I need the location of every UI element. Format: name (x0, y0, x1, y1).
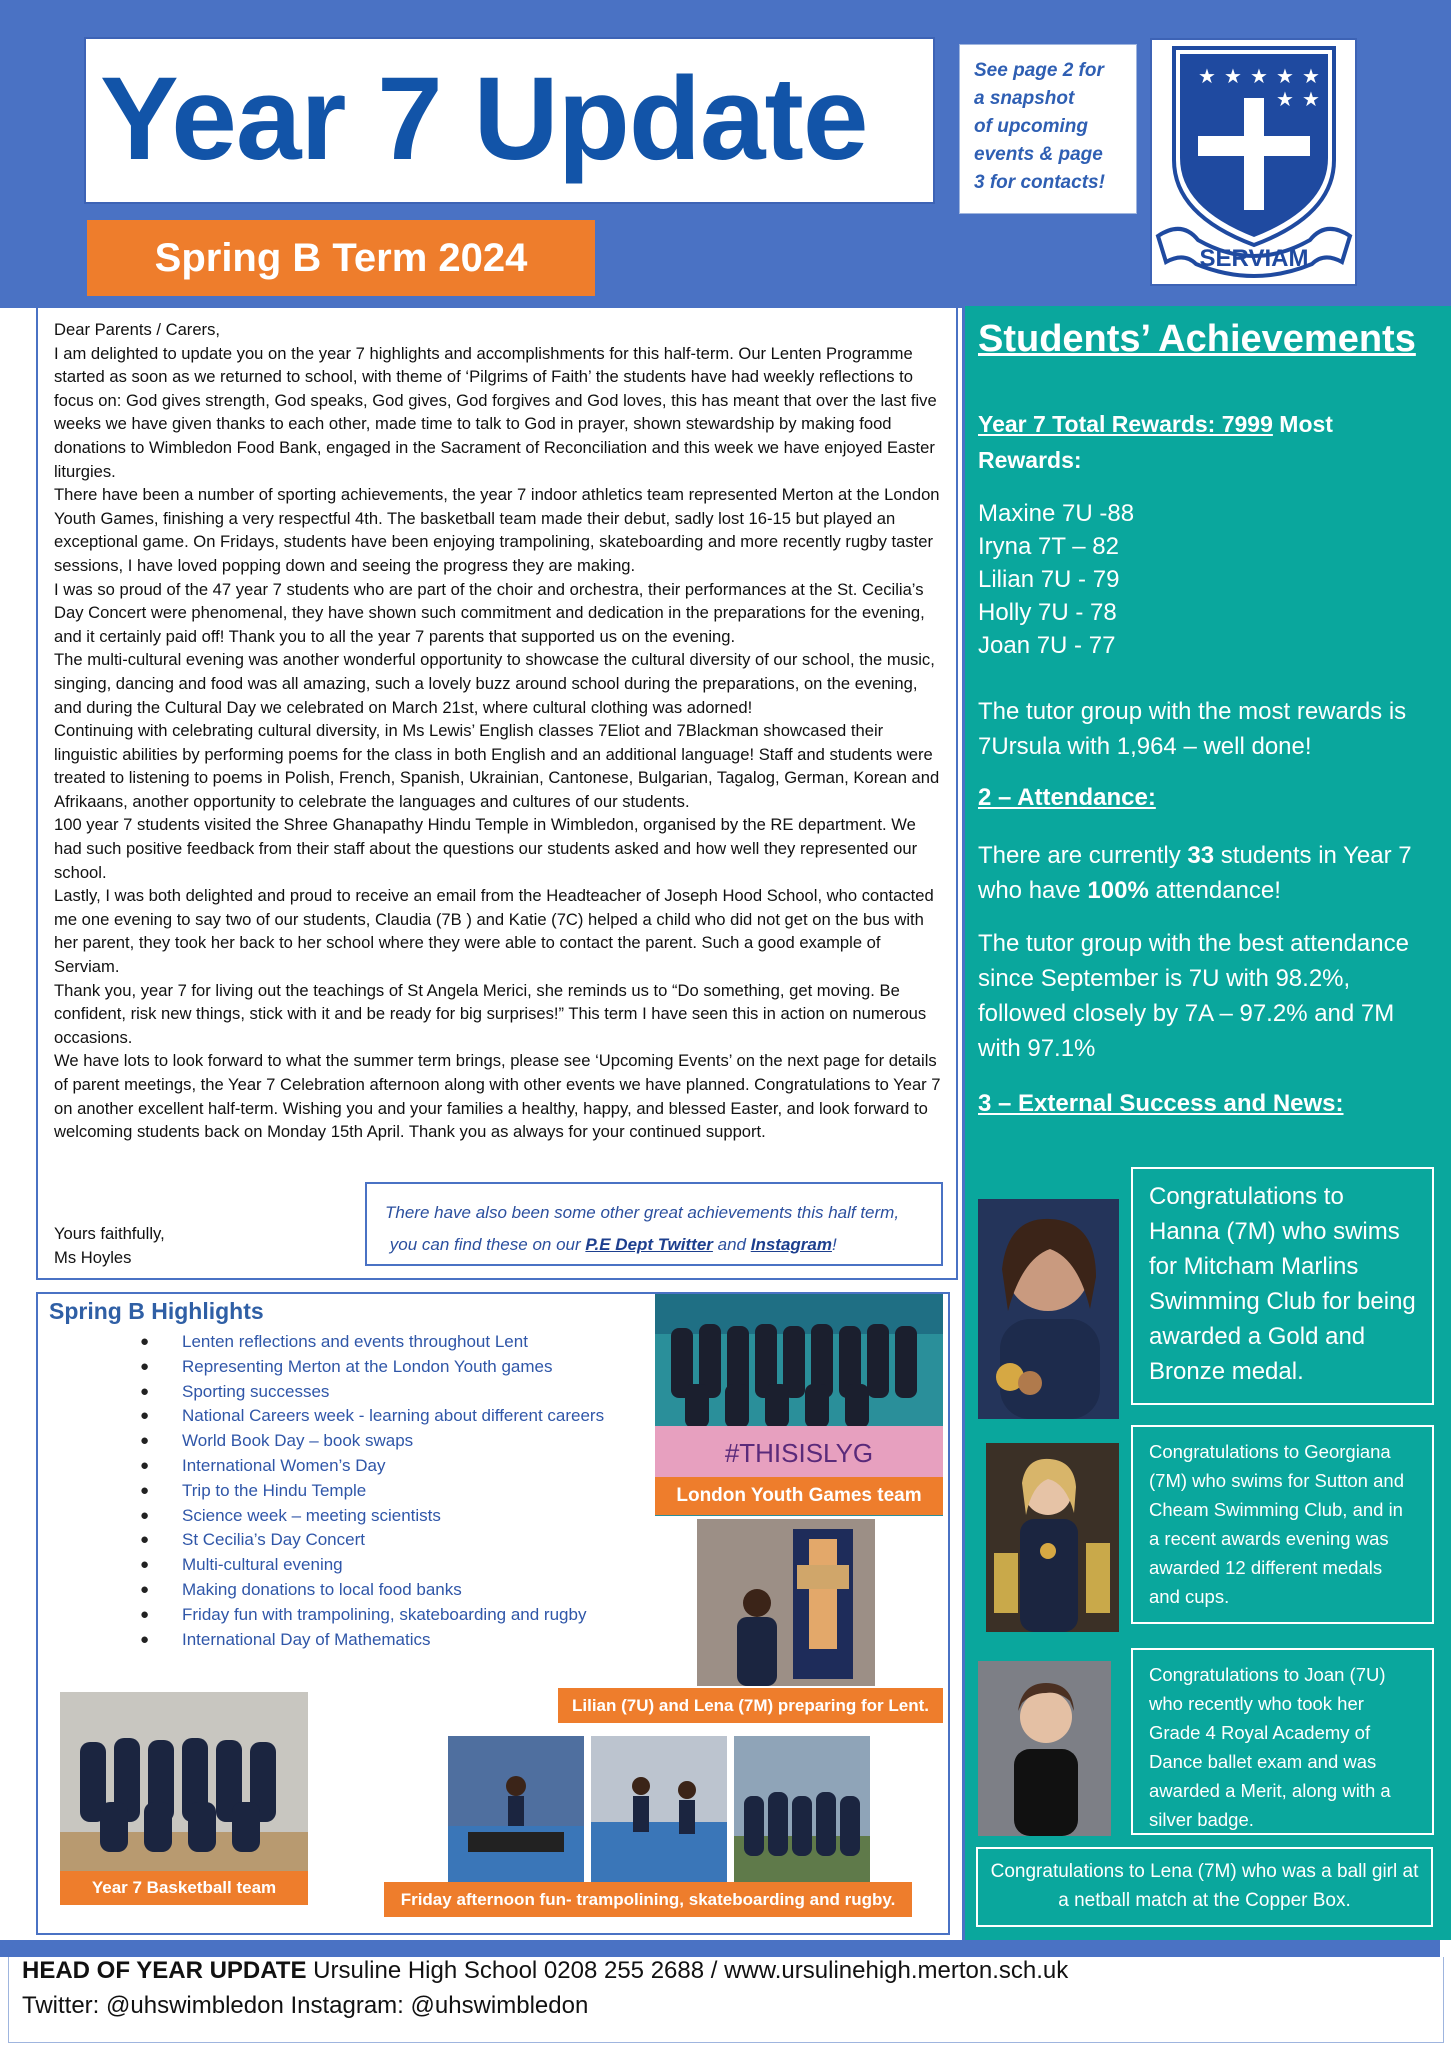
svg-text:★: ★ (1224, 64, 1242, 88)
highlight-text: National Careers week - learning about different careers (182, 1406, 605, 1426)
letter-paragraph: I am delighted to update you on the year 7 highlights and accomplishments for this half-term. Our Lenten Programme started as soon as we returned to school, with theme of ‘Pilgrims of Faith’ the students have had weekly reflections to focus on: God gives strength, God speaks, God gives, God forgives and God loves, this has meant that over the last five weeks we have given thanks to each other, made time to talk to God in prayer, shown stewardship by making food donations to Wimbledon Food Bank, engaged in the Sacrament of Reconciliation and this week we have enjoyed Easter liturgies. (54, 343, 937, 481)
list-item: Lilian 7U - 79 (978, 566, 1120, 593)
list-item (140, 1504, 604, 1529)
highlight-text: Science week – meeting scientists (182, 1505, 441, 1525)
page-note-line: a snapshot (974, 88, 1075, 109)
pe-note-text: ! (831, 1235, 837, 1254)
page-note-line: of upcoming (974, 116, 1088, 137)
letter-paragraph: Thank you, year 7 for living out the teachings of St Angela Merici, she reminds us to “Do something, get moving. Be confident, risk new things, stick with it and be ready for big surprises!” This term I have seen this in action on numerous occasions. (54, 980, 927, 1047)
list-item (140, 1355, 604, 1380)
letter-paragraph: 100 year 7 students visited the Shree Ghanapathy Hindu Temple in Wimbledon, organised by the RE department. We had such positive feedback from their staff about the questions our students asked and how well they represented our school. (54, 815, 918, 882)
tutor-rewards: The tutor group with the most rewards is 7Ursula with 1,964 – well done! (978, 698, 1407, 760)
letter-paragraph: Lastly, I was both delighted and proud to receive an email from the Headteacher of Joseph Hood School, who contacted me one evening to say two of our students, Claudia (7B ) and Katie (7C) helped a child who did not get on the bus with her parent, they took her back to her school where they were able to contact the parent. Such a good example of Serviam. (54, 886, 934, 977)
svg-text:★: ★ (1198, 64, 1216, 88)
list-item: Joan 7U - 77 (978, 632, 1116, 659)
list-item (140, 1603, 604, 1628)
pe-note-line: There have also been some other great achievements this half term, (385, 1203, 900, 1222)
news-lena: Congratulations to Lena (7M) who was a ball girl at a netball match at the Copper Box. (976, 1847, 1433, 1927)
list-item (140, 1479, 604, 1504)
bullet-icon: ● (140, 1333, 150, 1350)
footer-label: HEAD OF YEAR UPDATE (22, 1957, 307, 1984)
svg-text:★: ★ (1276, 64, 1294, 88)
list-item (140, 1429, 604, 1454)
pe-note (385, 1197, 935, 1261)
letter-paragraph: Continuing with celebrating cultural diversity, in Ms Lewis’ English classes 7Eliot and 7Blackman showcased their linguistic abilities by performing poems for the class in both English and an additional language! Staff and students were treated to listening to poems in Polish, French, Spanish, Ukrainian, Cantonese, Bulgarian, Tagalog, German, Korean and Afrikaans, another opportunity to celebrate the languages and cultures of our students. (54, 721, 940, 811)
highlight-text: Multi-cultural evening (182, 1555, 343, 1575)
external-heading: 3 – External Success and News: (978, 1090, 1344, 1117)
achievements-title: Students’ Achievements (978, 318, 1416, 360)
highlight-text: World Book Day – book swaps (182, 1431, 414, 1451)
joan-photo (978, 1661, 1111, 1836)
highlight-text: Representing Merton at the London Youth games (182, 1356, 553, 1376)
footer-social: Twitter: @uhswimbledon Instagram: @uhswimbledon (22, 1992, 589, 2019)
bullet-icon: ● (140, 1357, 150, 1375)
trampolining-photo (448, 1736, 584, 1886)
bullet-icon: ● (140, 1382, 150, 1400)
attendance-text: students in Year 7 who have (978, 842, 1412, 904)
basketball-team-photo (60, 1692, 308, 1888)
news-georgiana: Congratulations to Georgiana (7M) who swims for Sutton and Cheam Swimming Club, and in a recent awards evening was awarded 12 different medals and cups. (1131, 1425, 1434, 1624)
friday-caption: Friday afternoon fun- trampolining, skateboarding and rugby. (384, 1882, 912, 1917)
footer-school: Ursuline High School 0208 255 2688 / www.ursulinehigh.merton.sch.uk (306, 1957, 1069, 1984)
lent-preparation-photo (697, 1519, 875, 1686)
svg-text:★: ★ (1276, 87, 1294, 111)
news-joan: Congratulations to Joan (7U) who recently who took her Grade 4 Royal Academy of Dance ballet exam and was awarded a Merit, along with a silver badge. (1131, 1648, 1434, 1835)
svg-text:★: ★ (1302, 87, 1320, 111)
bullet-icon: ● (140, 1407, 150, 1425)
page-note-line: See page 2 for (974, 60, 1104, 81)
letter-closing: Yours faithfully, (54, 1224, 165, 1243)
list-item (140, 1404, 604, 1429)
term-label: Spring B Term 2024 (154, 236, 528, 280)
list-item (140, 1454, 604, 1479)
highlights-title: Spring B Highlights (49, 1298, 264, 1324)
highlight-text: Lenten reflections and events throughout Lent (182, 1332, 528, 1351)
top-students-list (978, 497, 1134, 662)
highlight-text: International Day of Mathematics (182, 1629, 431, 1649)
lyg-sign-text: #THISISLYG (724, 1438, 874, 1468)
svg-text:★: ★ (1302, 64, 1320, 88)
rewards-total: Year 7 Total Rewards: 7999 (978, 411, 1273, 437)
letter-greeting: Dear Parents / Carers, (54, 320, 220, 339)
list-item (140, 1380, 604, 1405)
georgiana-photo (986, 1443, 1119, 1632)
list-item (140, 1578, 604, 1603)
bullet-icon: ● (140, 1556, 150, 1574)
rugby-photo (734, 1736, 870, 1886)
bullet-icon: ● (140, 1432, 150, 1450)
lyg-caption: London Youth Games team (655, 1477, 943, 1515)
page-note-line: events & page (974, 144, 1103, 165)
list-item (140, 1628, 604, 1653)
lent-caption: Lilian (7U) and Lena (7M) preparing for Lent. (558, 1688, 943, 1723)
letter-paragraph: There have been a number of sporting achievements, the year 7 indoor athletics team represented Merton at the London Youth Games, finishing a very respectful 4th. The basketball team made their debut, sadly lost 16-15 but played an exceptional game. On Fridays, students have been enjoying trampolining, skateboarding and more recently rugby taster sessions, I have loved popping down and seeing the progress they are making. (54, 485, 940, 575)
news-hanna: Congratulations to Hanna (7M) who swims for Mitcham Marlins Swimming Club for being awarded a Gold and Bronze medal. (1131, 1167, 1434, 1405)
bullet-icon: ● (140, 1481, 150, 1499)
list-item (140, 1330, 604, 1355)
page-note-line: 3 for contacts! (974, 172, 1105, 193)
list-item: Maxine 7U -88 (978, 500, 1135, 527)
list-item: Holly 7U - 78 (978, 599, 1117, 626)
pe-twitter-link[interactable]: P.E Dept Twitter (585, 1235, 713, 1254)
page-title: Year 7 Update (100, 53, 868, 185)
pe-note-text: and (712, 1235, 751, 1254)
school-crest (1150, 38, 1357, 286)
bullet-icon: ● (140, 1605, 150, 1623)
attendance-text: attendance! (1148, 877, 1281, 904)
bullet-icon: ● (140, 1630, 150, 1648)
crest-shield-icon (1152, 40, 1355, 284)
letter-body (54, 318, 944, 1144)
attendance-count: 33 (1187, 842, 1215, 869)
attendance-percent: 100% (1087, 877, 1149, 904)
rewards-suffix: Most Rewards: (978, 411, 1333, 473)
letter-signature: Ms Hoyles (54, 1248, 132, 1267)
attendance-heading: 2 – Attendance: (978, 784, 1156, 811)
svg-text:★: ★ (1250, 64, 1268, 88)
list-item (140, 1553, 604, 1578)
highlight-text: International Women’s Day (182, 1455, 386, 1475)
hanna-photo (978, 1199, 1119, 1419)
bullet-icon: ● (140, 1531, 150, 1549)
crest-motto: SERVIAM (1199, 245, 1309, 272)
attendance-text: There are currently (978, 842, 1188, 869)
footer-contact (22, 1954, 1068, 1988)
attendance-summary (978, 838, 1428, 908)
sign-off (54, 1222, 165, 1270)
list-item: Iryna 7T – 82 (978, 533, 1119, 560)
attendance-best: The tutor group with the best attendance since September is 7U with 98.2%, followed closely by 7A – 97.2% and 7M with 97.1% (978, 930, 1409, 1062)
bullet-icon: ● (140, 1506, 150, 1524)
bullet-icon: ● (140, 1456, 150, 1474)
pe-instagram-link[interactable]: Instagram (750, 1235, 832, 1254)
pe-note-text: you can find these on our (389, 1235, 586, 1254)
bullet-icon: ● (140, 1580, 150, 1598)
letter-paragraph: The multi-cultural evening was another wonderful opportunity to showcase the cultural diversity of our school, the music, singing, dancing and food was all amazing, such a lovely buzz around school during the preparations, on the evening, and during the Cultural Day we celebrated on March 21st, where cultural clothing was adorned! (54, 650, 935, 717)
highlight-text: St Cecilia’s Day Concert (182, 1530, 365, 1550)
rewards-heading (978, 406, 1418, 478)
basketball-caption: Year 7 Basketball team (60, 1871, 308, 1905)
highlight-text: Friday fun with trampolining, skateboarding and rugby (182, 1604, 587, 1624)
highlight-text: Sporting successes (182, 1381, 330, 1401)
letter-paragraph: I was so proud of the 47 year 7 students who are part of the choir and orchestra, their performances at the St. Cecilia’s Day Concert were phenomenal, they have shown such commitment and dedication in the preparations for the evening, and it certainly paid off! Thank you to all the year 7 parents that supported us on the evening. (54, 579, 925, 646)
list-item (140, 1528, 604, 1553)
letter-paragraph: We have lots to look forward to what the summer term brings, please see ‘Upcoming Events’ on the next page for details of parent meetings, the Year 7 Celebration afternoon along with other events we have planned. Congratulations to Year 7 on another excellent half-term. Wishing you and your families a healthy, happy, and blessed Easter, and look forward to welcoming students back on Monday 15th April. Thank you as always for your continued support. (54, 1051, 941, 1142)
highlight-text: Trip to the Hindu Temple (182, 1480, 367, 1500)
highlight-text: Making donations to local food banks (182, 1579, 462, 1599)
skateboarding-photo (591, 1736, 727, 1886)
highlights-list (140, 1330, 604, 1652)
page-note (959, 44, 1137, 214)
